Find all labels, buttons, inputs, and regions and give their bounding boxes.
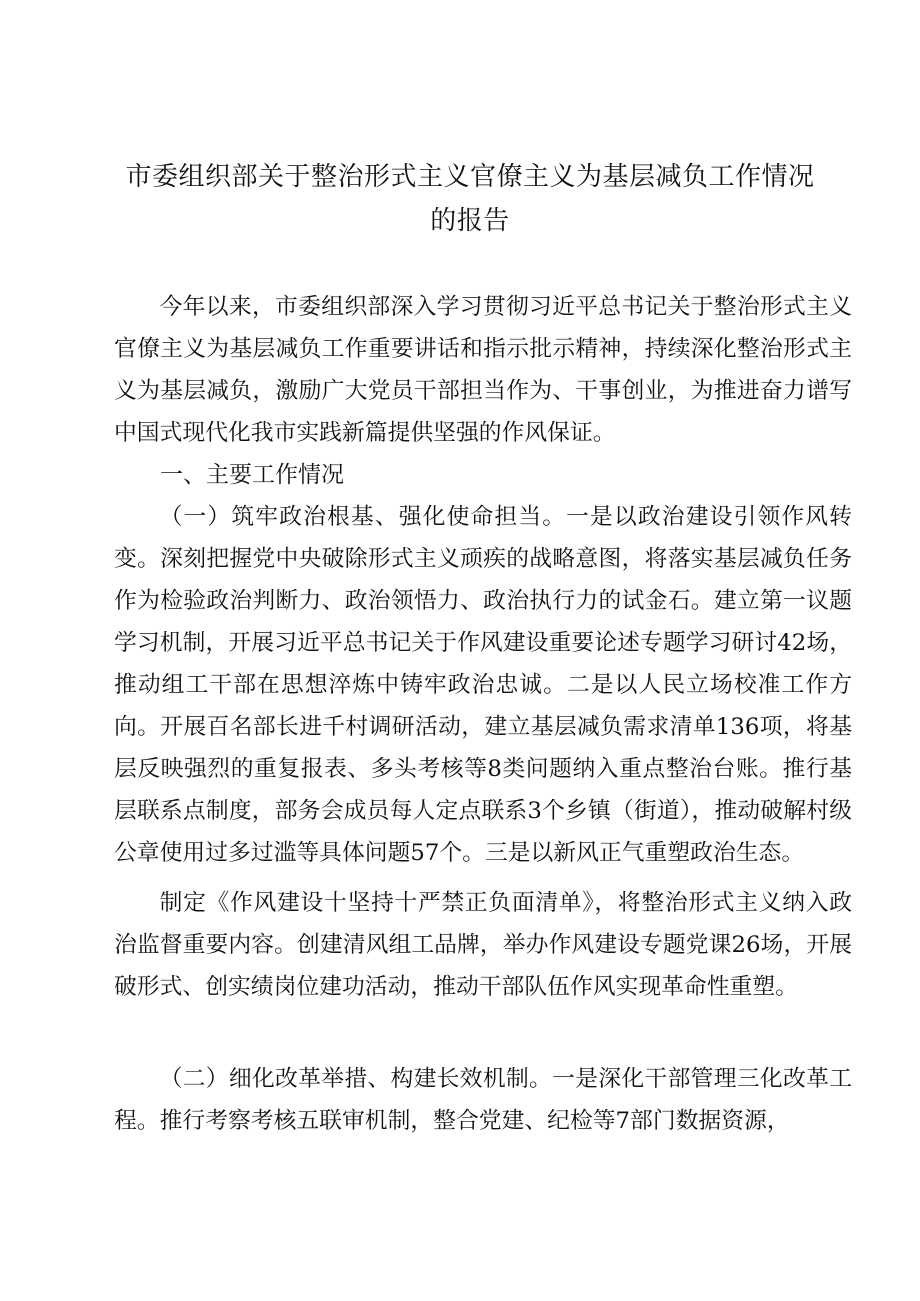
intro-paragraph: 今年以来，市委组织部深入学习贯彻习近平总书记关于整治形式主义官僚主义为基层减负工作重要讲话和指示批示精神，持续深化整治形式主义为基层减负，激励广大党员干部担当作为、干事创业，为推进奋力谱写中国式现代化我市实践新篇提供坚强的作风保证。	[114, 294, 852, 446]
paragraph-reform-measures: （二）细化改革举措、构建长效机制。一是深化干部管理三化改革工程。推行考察考核五联审机制，整合党建、纪检等7部门数据资源，	[114, 1066, 852, 1134]
paragraph-political-foundation: （一）筑牢政治根基、强化使命担当。一是以政治建设引领作风转变。深刻把握党中央破除形式主义顽疾的战略意图，将落实基层减负任务作为检验政治判断力、政治领悟力、政治执行力的试金石。建立第一议题学习机制，开展习近平总书记关于作风建设重要论述专题学习研讨42场，推动组工干部在思想淬炼中铸牢政治忠诚。二是以人民立场校准工作方向。开展百名部长进千村调研活动，建立基层减负需求清单136项，将基层反映强烈的重复报表、多头考核等8类问题纳入重点整治台账。推行基层联系点制度，部务会成员每人定点联系3个乡镇（街道），推动破解村级公章使用过多过滥等具体问题57个。三是以新风正气重塑政治生态。	[114, 504, 852, 866]
paragraph-style-list: 制定《作风建设十坚持十严禁正负面清单》，将整治形式主义纳入政治监督重要内容。创建清风组工品牌，举办作风建设专题党课26场，开展破形式、创实绩岗位建功活动，推动干部队伍作风实现革命性重塑。	[114, 890, 852, 1000]
document-title: 市委组织部关于整治形式主义官僚主义为基层减负工作情况的报告	[125, 162, 815, 236]
document-body	[114, 286, 852, 1142]
section-heading-main-work: 一、主要工作情况	[160, 462, 344, 488]
